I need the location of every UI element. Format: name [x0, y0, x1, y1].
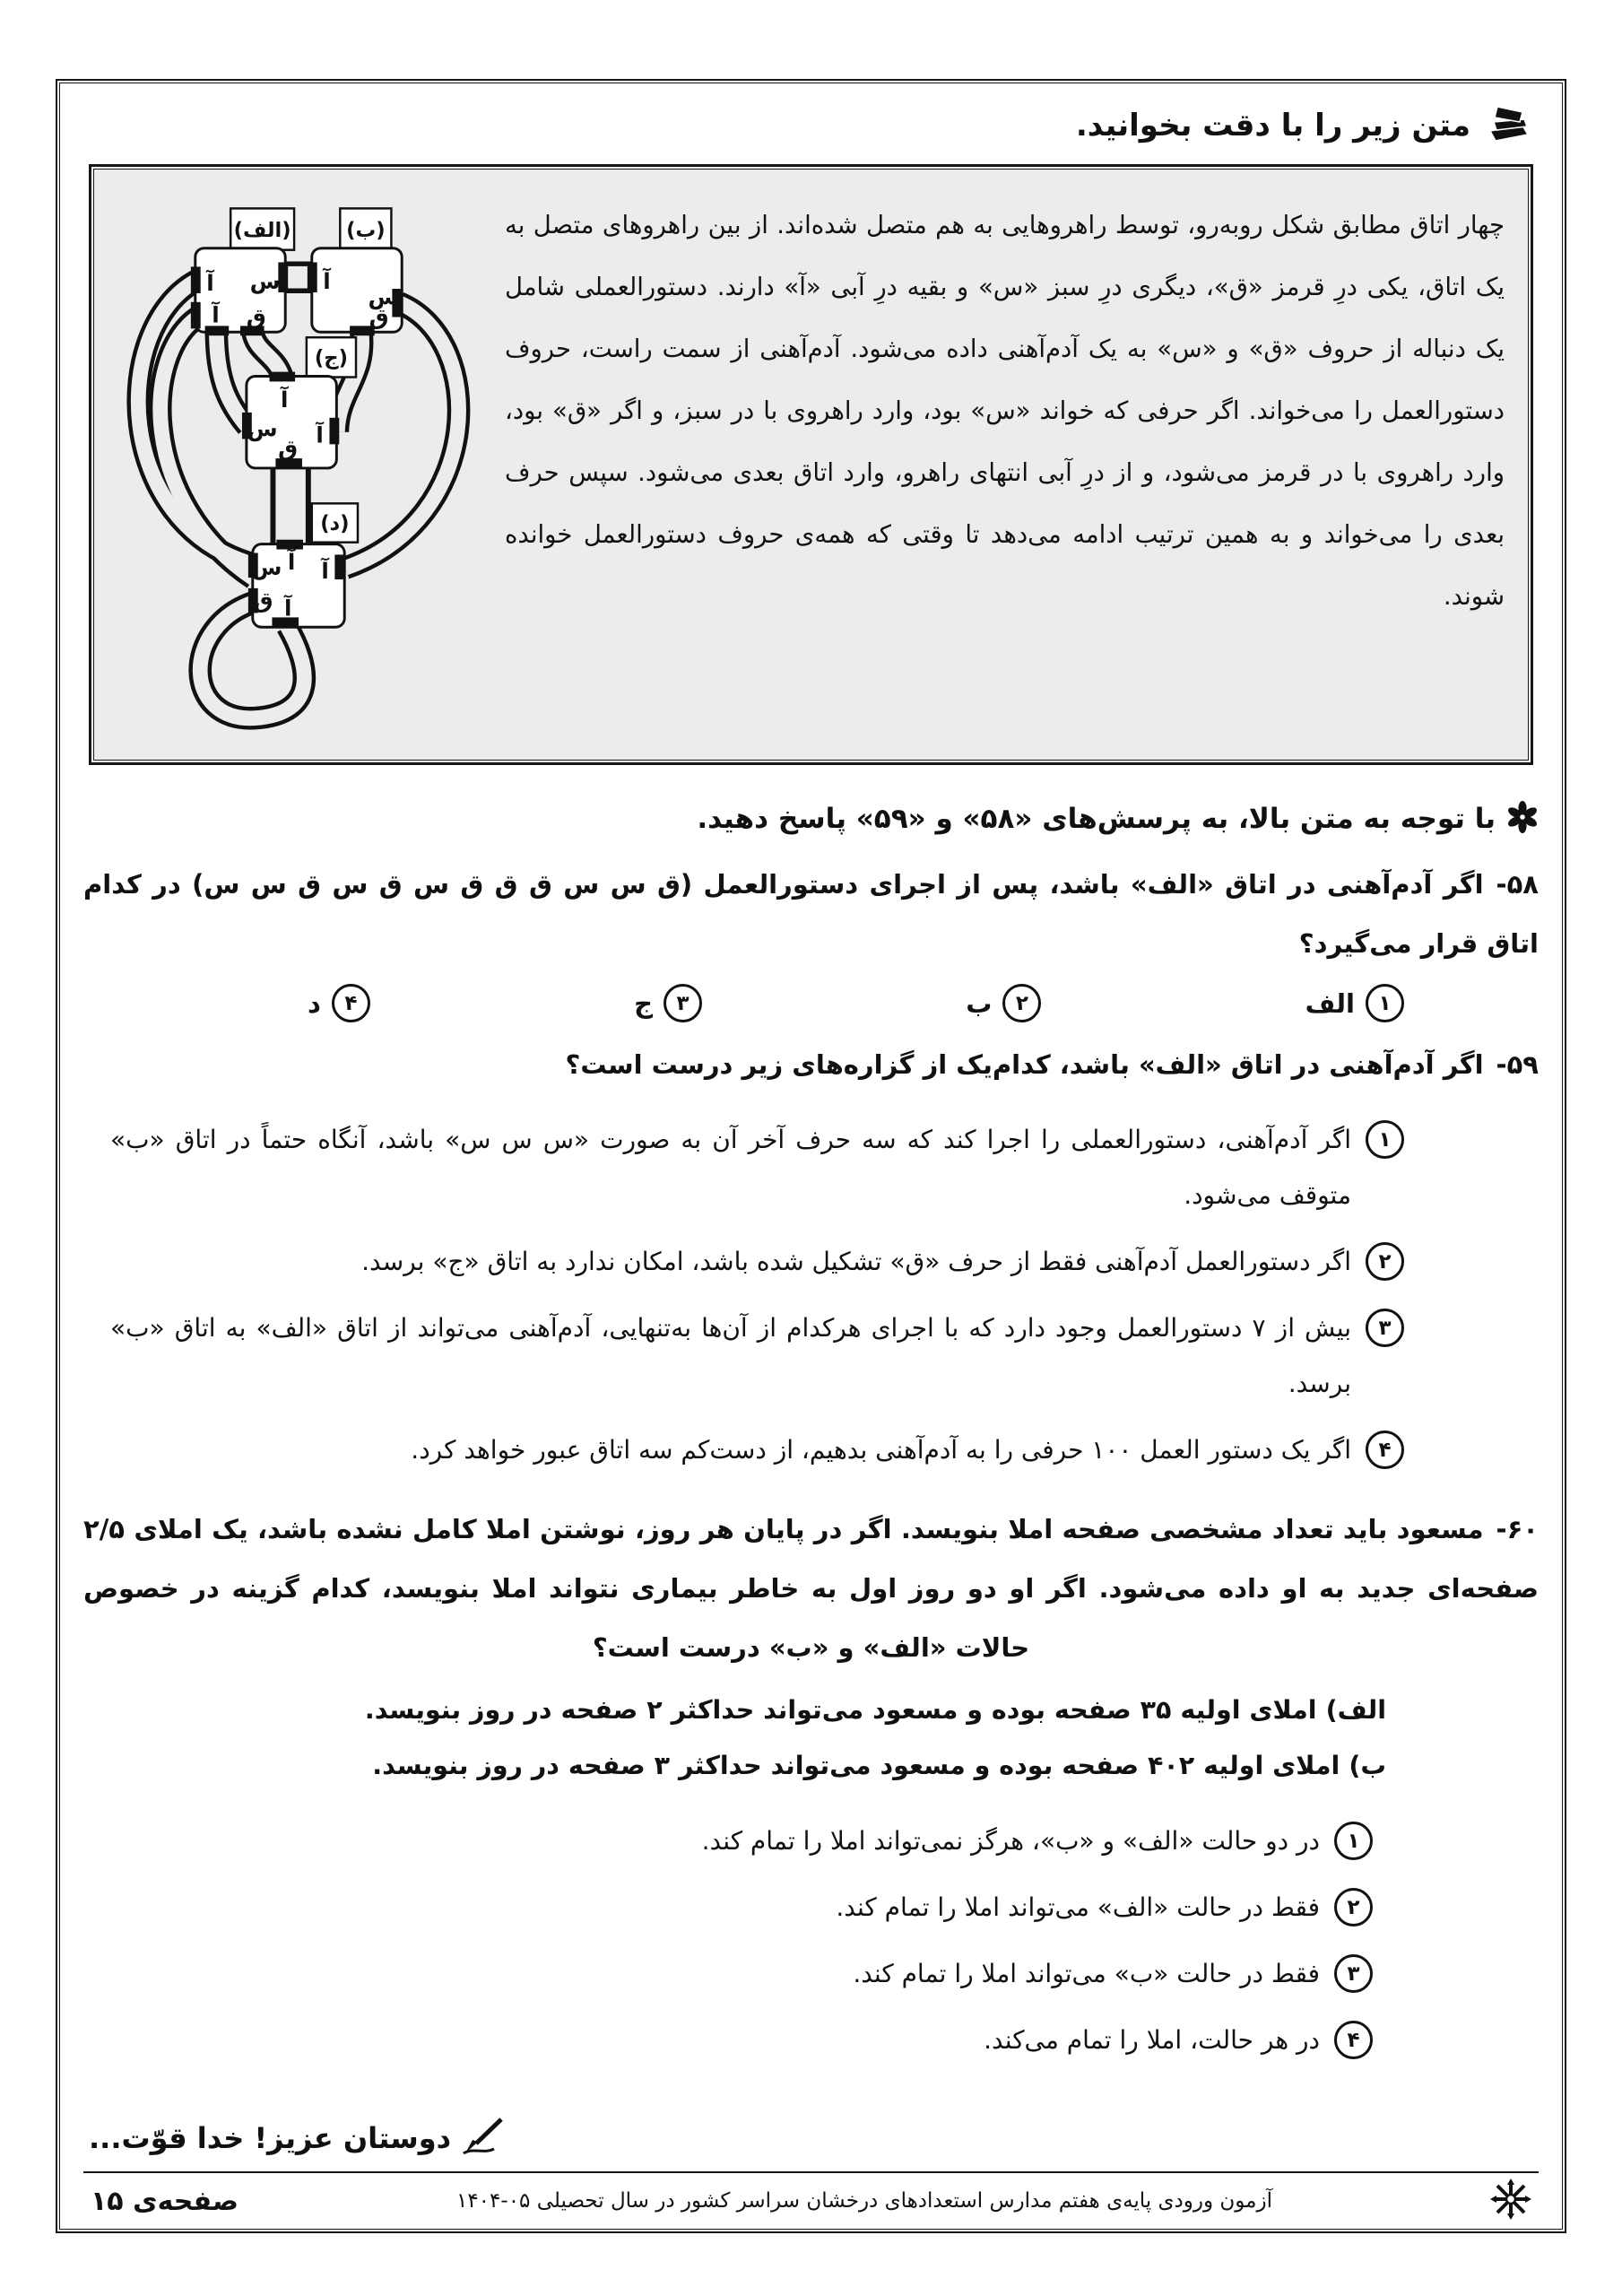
option-circle-3[interactable]: ۳: [1334, 1954, 1373, 1993]
door-letter: ق: [369, 303, 389, 330]
rooms-diagram: [94, 170, 499, 760]
books-icon: [1483, 103, 1535, 148]
instruction-row: [83, 801, 1539, 837]
door-letter: س: [368, 283, 399, 310]
page-frame: [56, 79, 1566, 2233]
door-letter: آ: [206, 269, 214, 296]
option-4[interactable]: [308, 984, 370, 1022]
door-mark: [308, 262, 317, 291]
option-2[interactable]: [245, 1880, 1373, 1935]
question-59-text: [83, 1035, 1539, 1094]
door-letter: آ: [323, 268, 331, 295]
case-text: املای اولیه ۴۰۲ صفحه بوده و مسعود می‌تواند حداکثر ۳ صفحه در روز بنویسد.: [372, 1751, 1340, 1780]
page-frame-inner: [59, 83, 1563, 2230]
option-circle-3[interactable]: ۳: [1366, 1309, 1404, 1347]
option-circle-1[interactable]: ۱: [1366, 1120, 1404, 1159]
door-mark: [334, 554, 344, 579]
option-circle-4[interactable]: ۴: [1334, 2021, 1373, 2059]
door-mark: [270, 372, 296, 382]
option-text: در دو حالت «الف» و «ب»، هرگز نمی‌تواند املا را تمام کند.: [701, 1826, 1320, 1856]
door-mark: [191, 266, 201, 293]
option-text: اگر آدم‌آهنی، دستورالعملی را اجرا کند که سه حرف آخر آن به صورت «س س س» باشد، آنگاه حتماً در اتاق «ب» متوقف می‌شود.: [110, 1125, 1351, 1210]
option-circle-4[interactable]: ۴: [332, 984, 370, 1022]
option-circle-3[interactable]: ۳: [664, 984, 702, 1022]
section-title: متن زیر را با دقت بخوانید.: [1075, 108, 1470, 144]
question-number: ۵۹-: [1496, 1049, 1539, 1080]
door-letter: آ: [321, 558, 329, 585]
question-58-text: [83, 855, 1539, 973]
flower-icon: [1506, 801, 1539, 837]
section-header: [87, 103, 1535, 148]
door-letter: آ: [283, 595, 292, 622]
door-mark: [329, 418, 339, 445]
option-1[interactable]: [110, 1112, 1404, 1223]
exam-title: آزمون ورودی پایه‌ی هفتم مدارس استعدادهای درخشان سراسر کشور در سال تحصیلی ۰۵-۱۴۰۴: [455, 2189, 1272, 2213]
case-alef: [83, 1683, 1386, 1738]
question-58: [83, 855, 1539, 1022]
case-label: الف): [1325, 1695, 1386, 1725]
option-text: بیش از ۷ دستورالعمل وجود دارد که با اجرای هرکدام از آن‌ها به‌تنهایی، آدم‌آهنی می‌تواند از اتاق «الف» به اتاق «ب» برسد.: [110, 1313, 1351, 1398]
writing-hand-icon: [460, 2117, 507, 2160]
reading-box: [89, 164, 1533, 765]
question-body: اگر آدم‌آهنی در اتاق «الف» باشد، پس از اجرای دستورالعمل (ق س س ق ق ق س ق س ق س س) در کدام اتاق قرار می‌گیرد؟: [83, 869, 1539, 959]
case-text: املای اولیه ۳۵ صفحه بوده و مسعود می‌تواند حداکثر ۲ صفحه در روز بنویسد.: [364, 1695, 1317, 1725]
option-2[interactable]: [110, 1234, 1404, 1290]
option-label: ج: [634, 987, 654, 1019]
option-1[interactable]: [245, 1813, 1373, 1869]
option-3[interactable]: [245, 1946, 1373, 2002]
option-1[interactable]: [1305, 984, 1404, 1022]
question-59: [83, 1035, 1539, 1478]
case-label: ب): [1349, 1751, 1386, 1780]
room-d-label: (د): [320, 511, 350, 535]
question-60-text: [83, 1500, 1539, 1677]
closing-note: [89, 2117, 507, 2160]
question-number: ۵۸-: [1496, 869, 1539, 900]
rooms-diagram-svg: [100, 173, 498, 756]
question-body: اگر آدم‌آهنی در اتاق «الف» باشد، کدام‌یک از گزاره‌های زیر درست است؟: [565, 1049, 1484, 1080]
option-circle-1[interactable]: ۱: [1366, 984, 1404, 1022]
option-label: الف: [1305, 987, 1355, 1019]
option-circle-2[interactable]: ۲: [1002, 984, 1041, 1022]
option-circle-1[interactable]: ۱: [1334, 1822, 1373, 1860]
option-3[interactable]: [634, 984, 702, 1022]
option-text: فقط در حالت «ب» می‌تواند املا را تمام کند.: [853, 1959, 1320, 1988]
door-letter: س: [249, 268, 281, 295]
footer-bar: [83, 2171, 1539, 2229]
option-label: ب: [966, 987, 993, 1019]
door-letter: ق: [278, 435, 299, 462]
question-58-options: [83, 973, 1539, 1022]
question-body: مسعود باید تعداد مشخصی صفحه املا بنویسد. اگر در پایان هر روز، نوشتن املا کامل نشده باشد، یک املای ۲/۵ صفحه‌ای جدید به او داده می‌شود. اگر او دو روز اول به خاطر بیماری نتواند املا بنویسد، کدام گزینه در خصوص حالات «الف» و «ب» درست است؟: [83, 1514, 1539, 1663]
question-number: ۶۰-: [1496, 1514, 1539, 1544]
option-text: اگر دستورالعمل آدم‌آهنی فقط از حرف «ق» تشکیل شده باشد، امکان ندارد به اتاق «ج» برسد.: [361, 1247, 1351, 1276]
question-60-options: [83, 1796, 1539, 2068]
option-4[interactable]: [110, 1422, 1404, 1478]
room-jim-label: (ج): [314, 346, 348, 370]
door-letter: آ: [212, 301, 220, 328]
room-b-label: (ب): [346, 218, 386, 242]
door-letter: آ: [287, 549, 296, 576]
option-text: فقط در حالت «الف» می‌تواند املا را تمام کند.: [836, 1892, 1320, 1922]
reading-box-inner: [93, 169, 1529, 761]
option-circle-2[interactable]: ۲: [1334, 1888, 1373, 1926]
option-text: در هر حالت، املا را تمام می‌کند.: [984, 2025, 1320, 2055]
door-letter: ق: [253, 587, 273, 613]
option-circle-2[interactable]: ۲: [1366, 1242, 1404, 1281]
case-b: [83, 1738, 1386, 1794]
closing-text: دوستان عزیز! خدا قوّت...: [89, 2121, 452, 2155]
option-4[interactable]: [245, 2013, 1373, 2068]
page-number: صفحه‌ی ۱۵: [91, 2185, 239, 2217]
option-text: اگر یک دستور العمل ۱۰۰ حرفی را به آدم‌آهنی بدهیم، از دست‌کم سه اتاق عبور خواهد کرد.: [411, 1435, 1351, 1465]
question-59-options: [83, 1094, 1539, 1478]
instruction-text: با توجه به متن بالا، به پرسش‌های «۵۸» و «۵۹» پاسخ دهید.: [697, 803, 1496, 835]
door-letter: ق: [246, 303, 266, 330]
door-letter: س: [247, 415, 278, 442]
door-letter: آ: [316, 422, 324, 448]
door-letter: س: [251, 554, 282, 581]
door-mark: [276, 540, 303, 550]
room-alef-label: (الف): [233, 218, 291, 242]
option-circle-4[interactable]: ۴: [1366, 1431, 1404, 1469]
option-label: د: [308, 987, 321, 1019]
question-60-cases: [83, 1683, 1386, 1794]
door-letter: آ: [281, 386, 289, 413]
question-60: [83, 1500, 1539, 2068]
option-3[interactable]: [110, 1300, 1404, 1412]
door-mark: [191, 302, 201, 329]
option-2[interactable]: [966, 984, 1041, 1022]
passage-text: چهار اتاق مطابق شکل روبه‌رو، توسط راهروهایی به هم متصل شده‌اند. از بین راهروهای متصل به یک اتاق، یکی درِ قرمز «ق»، دیگری درِ سبز «س» و بقیه درِ آبی «آ» دارند. دستورالعملی شامل یک دنباله از حروف «ق» و «س» به یک آدم‌آهنی داده می‌شود. آدم‌آهنی از سمت راست، حروف دستورالعمل را می‌خواند. اگر حرفی که خواند «س» بود، وارد راهروی با در سبز، و اگر «ق» بود، وارد راهروی با در قرمز می‌شود، و از درِ آبی انتهای راهرو، وارد اتاق بعدی می‌شود. سپس حرف بعدی را می‌خواند و به همین ترتیب ادامه می‌دهد تا وقتی که همه‌ی حروف دستورالعمل خوانده شوند.: [505, 211, 1505, 611]
snowflake-ornament-icon: [1490, 2179, 1531, 2223]
